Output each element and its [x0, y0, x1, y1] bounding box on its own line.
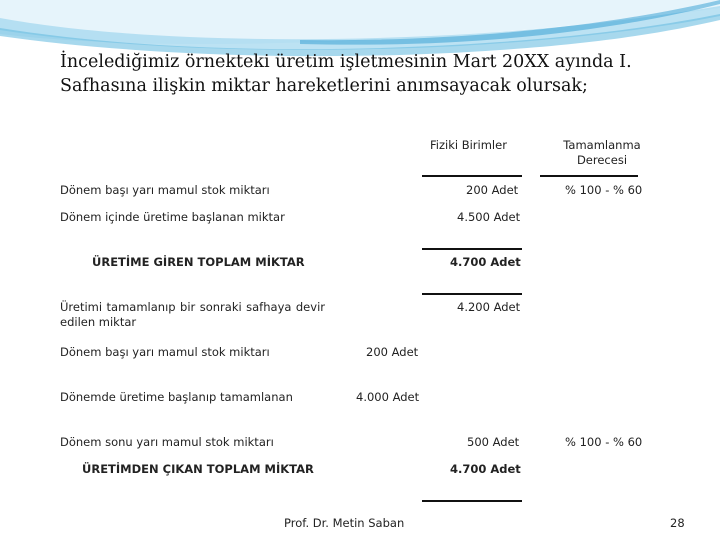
closing-wip-units: 500 Adet — [467, 435, 520, 449]
transferred-opening-label: Dönem başı yarı mamul stok miktarı — [60, 345, 270, 359]
transferred-units: 4.200 Adet — [457, 300, 521, 314]
total-out-units: 4.700 Adet — [450, 462, 521, 476]
started-completed-units: 4.000 Adet — [356, 390, 420, 404]
transferred-opening-units: 200 Adet — [366, 345, 419, 359]
page-number: 28 — [670, 516, 685, 530]
total-in-units: 4.700 Adet — [450, 255, 521, 269]
started-completed-label: Dönemde üretime başlanıp tamamlanan — [60, 390, 293, 404]
footer-author: Prof. Dr. Metin Saban — [284, 516, 405, 530]
total-out-label: ÜRETİMDEN ÇIKAN TOPLAM MİKTAR — [82, 462, 314, 476]
header-physical-units: Fiziki Birimler — [430, 138, 507, 152]
total-in-rule-bottom — [422, 293, 522, 295]
total-in-label: ÜRETİME GİREN TOPLAM MİKTAR — [92, 255, 305, 269]
opening-wip-completion: % 100 - % 60 — [565, 183, 643, 197]
opening-wip-label: Dönem başı yarı mamul stok miktarı — [60, 183, 270, 197]
transferred-label-line2: edilen miktar — [60, 315, 137, 329]
closing-wip-completion: % 100 - % 60 — [565, 435, 643, 449]
header-completion-degree-line1: Tamamlanma — [563, 138, 641, 152]
transferred-label-line1: Üretimi tamamlanıp bir sonraki safhaya devir — [60, 300, 325, 314]
total-out-rule-bottom — [422, 500, 522, 502]
header-rule-completion — [540, 175, 638, 177]
header-completion-degree-line2: Derecesi — [576, 153, 628, 167]
opening-wip-units: 200 Adet — [466, 183, 519, 197]
started-units: 4.500 Adet — [457, 210, 521, 224]
started-label: Dönem içinde üretime başlanan miktar — [60, 210, 285, 224]
total-in-rule-top — [422, 248, 522, 250]
header-rule-units — [422, 175, 522, 177]
closing-wip-label: Dönem sonu yarı mamul stok miktarı — [60, 435, 274, 449]
slide-title: İncelediğimiz örnekteki üretim işletmesinin Mart 20XX ayında I. Safhasına ilişkin miktar hareketlerini anımsayacak olursak; — [60, 52, 632, 96]
